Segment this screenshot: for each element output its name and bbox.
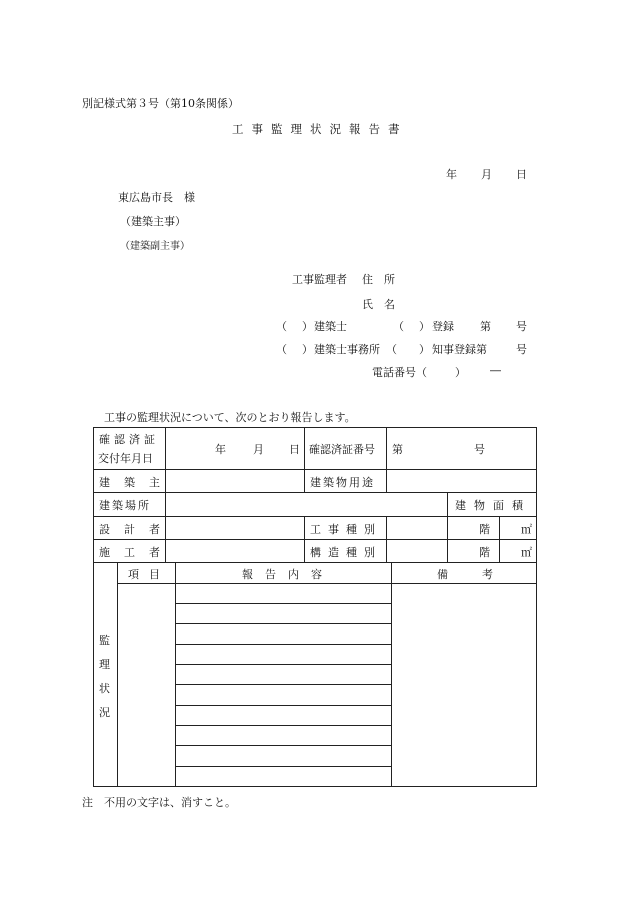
row1-paren-close: ） — [302, 320, 313, 333]
builder-label: 施工者 — [99, 546, 174, 559]
intro-text: 工事の監理状況について、次のとおり報告します。 — [104, 411, 356, 424]
row-divider — [93, 492, 537, 493]
col-divider — [386, 516, 387, 562]
report-row-line — [175, 705, 391, 706]
structure-label: 構造種別 — [310, 546, 382, 559]
area-unit-2: ㎡ — [521, 546, 532, 559]
report-row-line — [175, 725, 391, 726]
floors-unit-1: 階 — [479, 523, 490, 536]
row-divider — [117, 583, 537, 584]
confirm-date-label-1-text: 確認済証 — [99, 433, 159, 446]
col-divider — [304, 427, 305, 493]
table-border-top — [93, 427, 537, 428]
side-label-3: 状 — [99, 682, 110, 695]
col-divider — [386, 427, 387, 493]
row-divider — [93, 516, 537, 517]
col-divider — [499, 516, 500, 562]
confirm-number-label: 確認済証番号 — [309, 443, 375, 456]
footnote: 注 不用の文字は、消すこと。 — [82, 796, 236, 809]
confirm-number-dai: 第 — [392, 443, 403, 456]
confirm-date-label-1 — [99, 431, 159, 447]
area-unit-1: ㎡ — [521, 523, 532, 536]
report-row-line — [175, 664, 391, 665]
row1-paren-open: （ — [276, 320, 287, 333]
row2-go-label: 号 — [516, 343, 527, 356]
row-divider — [93, 562, 537, 563]
row-divider — [93, 539, 537, 540]
addressee-line-3: （建築副主事） — [120, 241, 190, 252]
table-border-right — [536, 427, 537, 787]
row1-go-label: 号 — [516, 320, 527, 333]
row1-paren2-open: （ — [393, 320, 404, 333]
row1-registration-label: 登録 — [432, 320, 454, 333]
confirm-number-go: 号 — [474, 443, 485, 456]
row2-paren2-open: （ — [386, 343, 397, 356]
row2-office-label: 建築士事務所 — [314, 343, 380, 356]
row1-architect-label: 建築士 — [314, 320, 347, 333]
usage-label: 建築物用途 — [310, 476, 375, 489]
report-row-line — [175, 766, 391, 767]
row2-paren2-close: ） — [419, 343, 430, 356]
reporter-role: 工事監理者 — [292, 273, 347, 286]
table-border-left — [93, 427, 94, 787]
row-divider — [93, 469, 537, 470]
confirm-date-label-2: 交付年月日 — [98, 452, 153, 465]
col-divider — [175, 562, 176, 787]
floors-unit-2: 階 — [479, 546, 490, 559]
row2-paren-open: （ — [276, 343, 287, 356]
work-type-label: 工事種別 — [310, 523, 382, 536]
report-row-line — [175, 745, 391, 746]
addressee-name: 東広島市長 様 — [118, 191, 195, 204]
date-day-label: 日 — [516, 168, 527, 181]
date-month-label: 月 — [481, 168, 492, 181]
row1-no-label: 第 — [480, 320, 491, 333]
phone-paren-close: ） — [455, 366, 466, 379]
table-border-bottom — [93, 786, 537, 787]
report-row-line — [175, 603, 391, 604]
row1-paren2-close: ） — [419, 320, 430, 333]
designer-label: 設計者 — [99, 523, 174, 536]
owner-label: 建築主 — [99, 476, 174, 489]
area-label: 建物面積 — [455, 499, 531, 512]
addressee-line-2: （建築主事） — [120, 215, 186, 228]
row2-registration-label: 知事登録第 — [432, 343, 487, 356]
confirm-date-month: 月 — [253, 443, 264, 456]
col-divider — [447, 492, 448, 562]
phone-label: 電話番号（ — [372, 366, 427, 379]
side-label-4: 況 — [99, 706, 110, 719]
reporter-name-label: 氏 名 — [362, 298, 395, 311]
date-year-label: 年 — [446, 168, 457, 181]
confirm-date-year: 年 — [215, 443, 226, 456]
report-row-line — [175, 623, 391, 624]
report-row-line — [175, 684, 391, 685]
col-divider — [165, 427, 166, 562]
row2-paren-close: ） — [302, 343, 313, 356]
col-divider — [117, 562, 118, 787]
site-label: 建築場所 — [99, 499, 151, 512]
reporter-address-label: 住 所 — [362, 273, 395, 286]
page-title: 工事監理状況報告書 — [232, 122, 408, 136]
col-divider — [304, 516, 305, 562]
col-item-header: 項目 — [128, 568, 170, 581]
confirm-date-day: 日 — [289, 443, 300, 456]
phone-dash: ― — [490, 364, 501, 377]
form-number-label: 別記様式第３号（第10条関係） — [82, 97, 239, 110]
side-label-1: 監 — [99, 634, 110, 647]
col-remarks-header: 備考 — [437, 568, 527, 581]
col-divider — [391, 562, 392, 787]
report-row-line — [175, 644, 391, 645]
side-label-2: 理 — [99, 658, 110, 671]
col-report-header: 報告内容 — [242, 568, 334, 581]
